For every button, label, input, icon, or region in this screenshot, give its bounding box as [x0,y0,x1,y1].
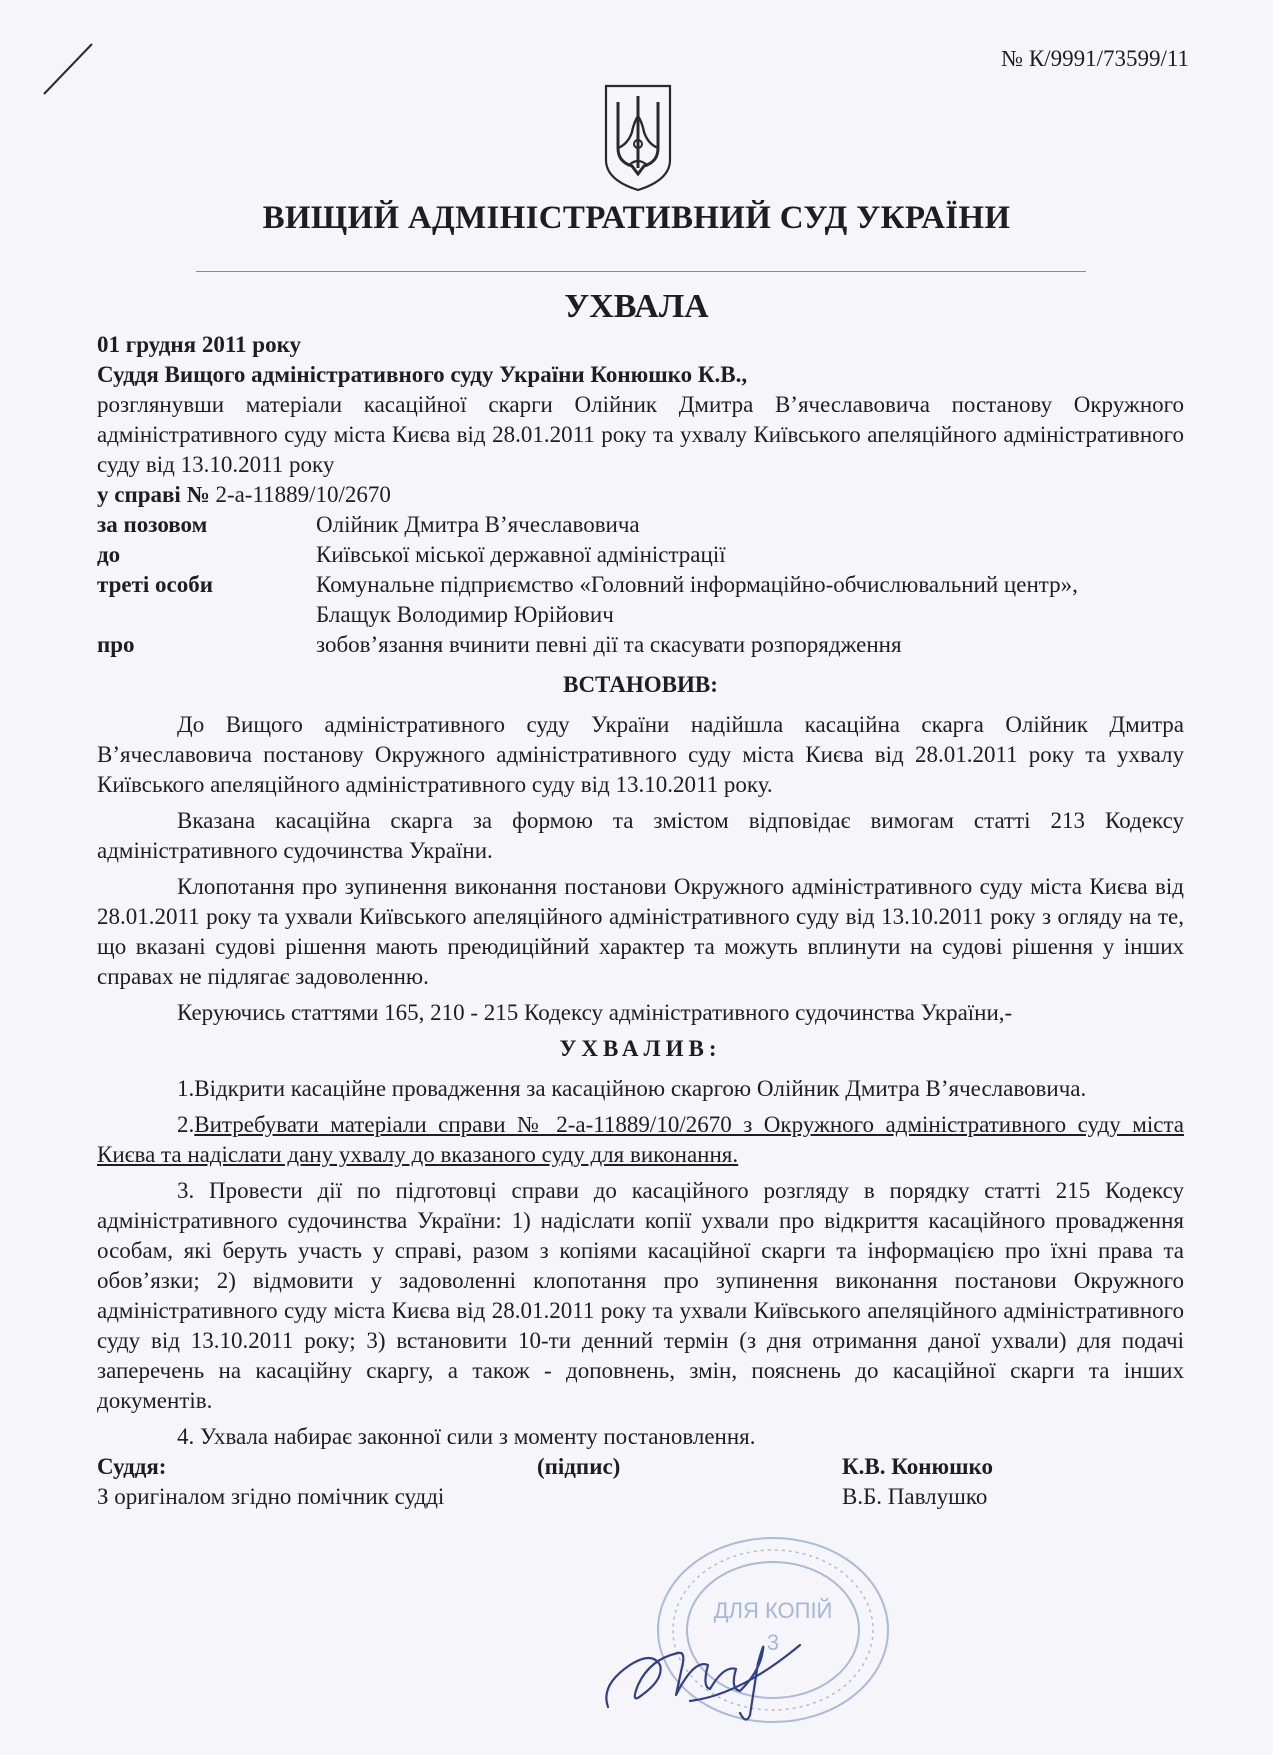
document-number: № К/9991/73599/11 [1001,46,1189,71]
established-paragraph: Клопотання про зупинення виконання постанови Окружного адміністративного суду міста Києва від 28.01.2011 року та ухвали Київського апеляційного адміністративного суду від 13.10.2011 року з огляду на те, що вказані судові рішення мають преюдиційний характер та можуть вплинути на судові рішення у інших справах не підлягає задоволенню. [97,874,1184,989]
judge-line: Суддя Вищого адміністративного суду України Конюшко К.В., [97,362,748,387]
party-label: треті особи [97,572,213,597]
assistant-name: В.Б. Павлушко [842,1484,988,1509]
party-value: Блащук Володимир Юрійович [316,602,614,627]
parties-table [97,510,1184,660]
decided-item-2 [97,1110,1184,1170]
copy-row [97,1482,1184,1512]
decided-item-2-number: 2. [177,1112,195,1137]
decision-date: 01 грудня 2011 року [97,332,302,357]
handwritten-signature [590,1625,820,1725]
decided-item-3: 3. Провести дії по підготовці справи до касаційного розгляду в порядку статті 215 Кодексу адміністративного судочинства України: 1) надіслати копії ухвали про відкриття касаційного провадження особам, які беруть участь у справі, разом з копіями касаційної скарги та інформацією про їхні права та обов’язки; 2) відмовити у задоволенні клопотання про зупинення виконання постанови Окружного адміністративного суду міста Києва від 28.01.2011 року та ухвали Київського апеляційного адміністративного суду від 13.10.2011 року; 3) встановити 10-ти денний термін (з дня отримання даної ухвали) для подачі заперечень на касаційну скаргу, а також - доповнень, змін, пояснень до касаційної скарги та інших документів. [97,1178,1184,1413]
case-number-line [97,480,1184,510]
stamp-text: ДЛЯ КОПІЙ [713,1598,833,1623]
decided-item-1: 1.Відкрити касаційне провадження за касаційною скаргою Олійник Дмитра В’ячеславовича. [177,1076,1087,1101]
party-label: за позовом [97,512,208,537]
decided-heading: УХВАЛИВ: [559,1036,722,1061]
signature-row [97,1452,1184,1482]
copy-note: З оригіналом згідно помічник судді [97,1484,445,1509]
established-paragraph: До Вищого адміністративного суду України надійшла касаційна скарга Олійник Дмитра В’ячеславовича постанову Окружного адміністративного суду міста Києва від 28.01.2011 року та ухвалу Київського апеляційного адміністративного суду від 13.10.2011 року. [97,712,1184,797]
party-value: Комунальне підприємство «Головний інформаційно-обчислювальний центр», [316,572,1078,597]
signed-marker: (підпис) [537,1454,621,1479]
party-label: до [97,542,121,567]
party-value: Київської міської державної адміністрації [316,542,726,567]
decided-item-2-text: Витребувати матеріали справи № 2-а-11889/10/2670 з Окружного адміністративного суду міста Києва та надіслати дану ухвалу до вказаного суду для виконання. [97,1112,1184,1167]
pen-slash-mark [38,40,98,100]
party-value: Олійник Дмитра В’ячеславовича [316,512,640,537]
considered-paragraph: розглянувши матеріали касаційної скарги Олійник Дмитра В’ячеславовича постанову Окружного адміністративного суду міста Києва від 28.01.2011 року та ухвалу Київського апеляційного адміністративного суду від 13.10.2011 року [97,392,1184,477]
party-label [97,600,316,630]
document-body [97,330,1184,1512]
document-type-title: УХВАЛА [564,288,709,325]
party-label: про [97,632,135,657]
established-paragraph: Керуючись статтями 165, 210 - 215 Кодексу адміністративного судочинства України,- [177,1000,1013,1025]
decided-item-4: 4. Ухвала набирає законної сили з моменту постановлення. [177,1424,756,1449]
established-heading: ВСТАНОВИВ: [563,672,718,697]
header-divider [196,271,1086,272]
stamp-number: 3 [766,1630,780,1655]
judge-label: Суддя: [97,1454,167,1479]
established-paragraph: Вказана касаційна скарга за формою та змістом відповідає вимогам статті 213 Кодексу адміністративного судочинства України. [97,808,1184,863]
trident-emblem-icon [602,82,674,194]
party-value: зобов’язання вчинити певні дії та скасувати розпорядження [316,632,902,657]
case-label: у справі № [97,482,210,507]
judge-name: К.В. Конюшко [842,1454,993,1479]
case-number: 2-а-11889/10/2670 [215,482,391,507]
court-name: ВИЩИЙ АДМІНІСТРАТИВНИЙ СУД УКРАЇНИ [262,200,1011,236]
